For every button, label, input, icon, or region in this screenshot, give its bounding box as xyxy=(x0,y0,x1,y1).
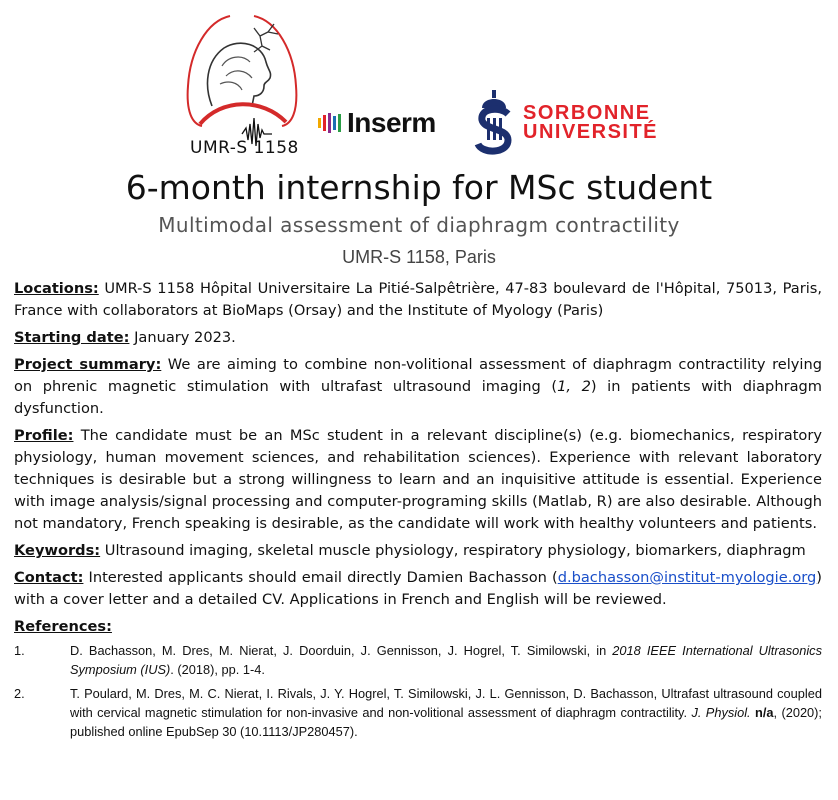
unit-line: UMR-S 1158, Paris xyxy=(342,247,496,267)
reference-volume: n/a xyxy=(750,705,774,720)
project-summary-label: Project summary: xyxy=(14,356,162,373)
inserm-logo xyxy=(318,107,436,139)
reference-tail: , (2020); published online EpubSep 30 (10.1113/JP280457). xyxy=(70,705,822,739)
reference-venue: 2018 IEEE International Ultrasonics Symposium (IUS) xyxy=(70,643,822,677)
project-summary-text-end: ) in patients with diaphragm dysfunction. xyxy=(14,378,822,417)
profile-label: Profile: xyxy=(14,427,74,444)
profile-text: The candidate must be an MSc student in a relevant discipline(s) (e.g. biomechanics, respiratory physiology, human movement sciences, and rehabilitation sciences). Experience with relevant laboratory techniques is desirable but a strong willingness to learn and an inquisitive attitude is essential. Experience with image analysis/signal processing and computer-programing skills (Matlab, R) are also desirable. Although not mandatory, French speaking is desirable, as the candidate will work with healthy volunteers and patients. xyxy=(14,427,822,532)
keywords-label: Keywords: xyxy=(14,542,101,559)
reference-item xyxy=(14,684,822,741)
keywords-section xyxy=(14,540,822,562)
sorbonne-logo-label xyxy=(523,104,658,142)
contact-text: Interested applicants should email directly Damien Bachasson ( xyxy=(83,569,558,586)
reference-text xyxy=(70,641,822,679)
reference-item xyxy=(14,641,822,679)
references-list xyxy=(14,641,822,741)
project-summary-section xyxy=(14,354,822,420)
keywords-text: Ultrasound imaging, skeletal muscle physiology, respiratory physiology, biomarkers, diaphragm xyxy=(100,542,806,559)
project-summary-citation: 1, 2 xyxy=(557,378,591,395)
inserm-logo-label: Inserm xyxy=(347,107,436,138)
reference-number: 1. xyxy=(14,643,25,658)
sorbonne-mark-icon xyxy=(470,88,518,158)
document-body xyxy=(14,278,822,746)
reference-authors: T. Poulard, M. Dres, M. C. Nierat, I. Rivals, J. Y. Hogrel, T. Similowski, J. L. Gennisson, D. Bachasson, Ultrafast ultrasound coupled with cervical magnetic stimulation for non-invasive and non-volitional assessment of diaphragm contractility. xyxy=(70,686,822,720)
locations-label: Locations: xyxy=(14,280,99,297)
sorbonne-line-2: UNIVERSITÉ xyxy=(523,121,659,143)
contact-email-link[interactable]: d.bachasson@institut-myologie.org xyxy=(557,569,817,586)
inserm-bars-icon xyxy=(318,113,341,133)
starting-date-label: Starting date: xyxy=(14,329,130,346)
umr-logo-label: UMR-S 1158 xyxy=(190,138,299,158)
reference-authors: D. Bachasson, M. Dres, M. Nierat, J. Doorduin, J. Gennisson, J. Hogrel, T. Similowski, in xyxy=(70,643,613,658)
reference-tail: . (2018), pp. 1-4. xyxy=(170,662,265,677)
profile-section xyxy=(14,425,822,535)
locations-text: UMR-S 1158 Hôpital Universitaire La Pitié-Salpêtrière, 47-83 boulevard de l'Hôpital, 75013, Paris, France with collaborators at BioMaps (Orsay) and the Institute of Myology (Paris) xyxy=(14,280,822,319)
references-label: References: xyxy=(14,618,112,635)
project-summary-text: We are aiming to combine non-volitional assessment of diaphragm contractility relying on phrenic magnetic stimulation with ultrafast ultrasound imaging ( xyxy=(14,356,822,395)
references-heading-row xyxy=(14,616,822,638)
locations-section xyxy=(14,278,822,322)
contact-label: Contact: xyxy=(14,569,84,586)
reference-text xyxy=(70,684,822,741)
page-subtitle: Multimodal assessment of diaphragm contractility xyxy=(158,213,680,237)
starting-date-text: January 2023. xyxy=(129,329,236,346)
reference-journal: J. Physiol. xyxy=(691,705,751,720)
page-title: 6-month internship for MSc student xyxy=(125,168,713,207)
logo-banner xyxy=(0,0,838,170)
contact-text-end: ) with a cover letter and a detailed CV. Applications in French and English will be reviewed. xyxy=(14,569,822,608)
reference-number: 2. xyxy=(14,686,25,701)
starting-date-section xyxy=(14,327,822,349)
contact-section xyxy=(14,567,822,611)
sorbonne-line-1: SORBONNE xyxy=(523,102,651,124)
